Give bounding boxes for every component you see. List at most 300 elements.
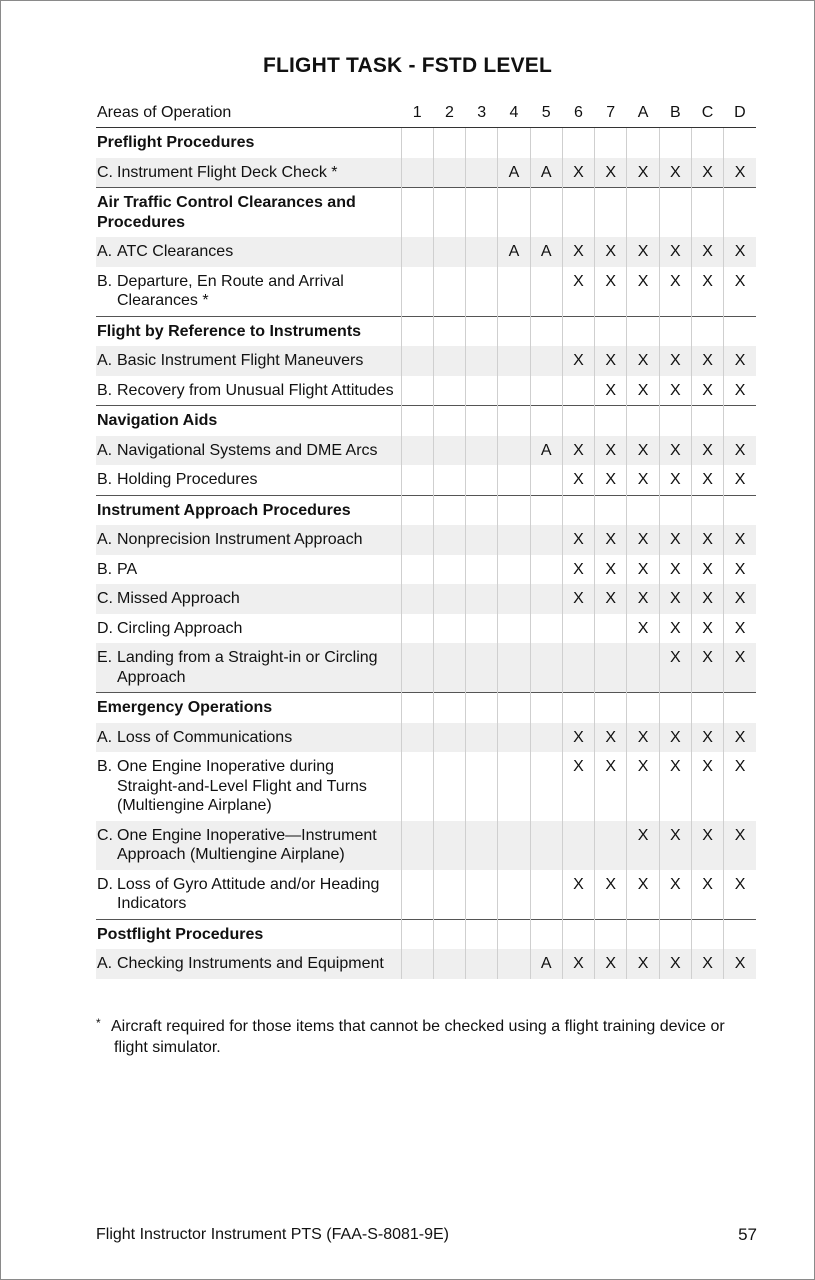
task-label (96, 821, 401, 870)
task-row (96, 870, 756, 920)
task-mark-cell: X (562, 436, 594, 466)
task-letter: B. (97, 381, 113, 399)
task-mark-cell: X (627, 237, 659, 267)
section-row (96, 188, 756, 238)
task-label (96, 949, 401, 979)
task-mark-cell (401, 723, 433, 753)
column-header: 1 (401, 98, 433, 128)
task-mark-cell: X (627, 752, 659, 821)
task-mark-cell: X (562, 267, 594, 317)
task-mark-cell (433, 821, 465, 870)
task-mark-cell: X (595, 949, 627, 979)
task-mark-cell: A (530, 436, 562, 466)
task-letter: A. (97, 243, 113, 260)
empty-cell (498, 495, 530, 525)
section-row (96, 406, 756, 436)
section-title: Flight by Reference to Instruments (96, 316, 401, 346)
empty-cell (498, 188, 530, 238)
empty-cell (595, 128, 627, 158)
task-mark-cell (401, 614, 433, 644)
task-mark-cell (433, 723, 465, 753)
empty-cell (466, 188, 498, 238)
empty-cell (466, 495, 498, 525)
task-mark-cell: X (724, 584, 756, 614)
task-mark-cell (466, 821, 498, 870)
task-mark-cell: X (659, 584, 691, 614)
task-mark-cell (498, 555, 530, 585)
task-mark-cell: X (659, 723, 691, 753)
empty-cell (627, 406, 659, 436)
task-mark-cell (433, 525, 465, 555)
task-mark-cell: X (691, 614, 723, 644)
task-mark-cell: X (595, 376, 627, 406)
footnote-text: Aircraft required for those items that cannot be checked using a flight training device or flight simulator. (111, 1018, 725, 1056)
task-mark-cell (433, 158, 465, 188)
task-name: One Engine Inoperative during Straight-and-Level Flight and Turns (Multiengine Airplane) (117, 758, 367, 814)
task-mark-cell (401, 870, 433, 920)
empty-cell (466, 406, 498, 436)
task-mark-cell (466, 555, 498, 585)
empty-cell (530, 406, 562, 436)
empty-cell (530, 188, 562, 238)
task-mark-cell: X (724, 821, 756, 870)
empty-cell (724, 919, 756, 949)
task-mark-cell (530, 376, 562, 406)
task-label (96, 376, 401, 406)
task-mark-cell (401, 643, 433, 693)
task-mark-cell: X (724, 555, 756, 585)
empty-cell (401, 406, 433, 436)
empty-cell (466, 693, 498, 723)
task-name: Holding Procedures (117, 471, 258, 488)
task-name: Checking Instruments and Equipment (117, 955, 384, 972)
task-mark-cell (530, 346, 562, 376)
task-mark-cell (401, 346, 433, 376)
task-mark-cell: X (659, 158, 691, 188)
task-mark-cell: X (627, 949, 659, 979)
empty-cell (691, 128, 723, 158)
task-mark-cell (530, 870, 562, 920)
task-mark-cell: X (724, 376, 756, 406)
empty-cell (595, 316, 627, 346)
task-mark-cell: X (562, 723, 594, 753)
task-mark-cell: X (595, 465, 627, 495)
task-mark-cell: X (691, 465, 723, 495)
task-name: Nonprecision Instrument Approach (117, 531, 363, 548)
column-header: 3 (466, 98, 498, 128)
task-mark-cell (498, 870, 530, 920)
task-mark-cell (530, 465, 562, 495)
empty-cell (659, 188, 691, 238)
task-letter: C. (97, 590, 113, 607)
task-mark-cell: X (724, 267, 756, 317)
section-title: Postflight Procedures (96, 919, 401, 949)
task-mark-cell (530, 614, 562, 644)
task-mark-cell (498, 346, 530, 376)
task-mark-cell: X (691, 237, 723, 267)
task-mark-cell: X (562, 555, 594, 585)
task-mark-cell: X (724, 465, 756, 495)
task-mark-cell: X (627, 584, 659, 614)
task-mark-cell: A (498, 237, 530, 267)
empty-cell (562, 919, 594, 949)
empty-cell (595, 919, 627, 949)
task-mark-cell: X (724, 870, 756, 920)
task-mark-cell (498, 436, 530, 466)
task-row (96, 949, 756, 979)
task-letter: B. (97, 471, 113, 488)
empty-cell (691, 495, 723, 525)
task-row (96, 821, 756, 870)
task-row (96, 237, 756, 267)
task-mark-cell: X (627, 525, 659, 555)
task-mark-cell: X (724, 158, 756, 188)
task-mark-cell (433, 752, 465, 821)
empty-cell (595, 495, 627, 525)
task-row (96, 723, 756, 753)
task-name: Landing from a Straight-in or Circling Approach (117, 649, 378, 686)
task-mark-cell (401, 752, 433, 821)
section-row (96, 693, 756, 723)
task-mark-cell: X (627, 870, 659, 920)
task-mark-cell: A (530, 949, 562, 979)
task-name: Missed Approach (117, 590, 240, 607)
task-mark-cell (466, 614, 498, 644)
table-header-row (96, 98, 756, 128)
task-mark-cell (401, 555, 433, 585)
empty-cell (724, 188, 756, 238)
task-row (96, 643, 756, 693)
task-mark-cell: X (691, 555, 723, 585)
task-mark-cell (401, 821, 433, 870)
task-mark-cell: X (562, 158, 594, 188)
task-mark-cell (530, 821, 562, 870)
task-mark-cell: X (659, 346, 691, 376)
column-header: 6 (562, 98, 594, 128)
task-mark-cell (466, 723, 498, 753)
empty-cell (691, 406, 723, 436)
task-mark-cell: X (724, 643, 756, 693)
task-mark-cell (562, 821, 594, 870)
empty-cell (659, 316, 691, 346)
task-mark-cell (401, 465, 433, 495)
task-mark-cell: X (627, 614, 659, 644)
task-mark-cell (498, 643, 530, 693)
task-mark-cell (562, 643, 594, 693)
task-row (96, 555, 756, 585)
empty-cell (659, 495, 691, 525)
task-letter: D. (97, 875, 113, 893)
task-mark-cell (401, 376, 433, 406)
task-mark-cell (595, 643, 627, 693)
task-mark-cell: X (595, 752, 627, 821)
task-mark-cell (401, 267, 433, 317)
task-mark-cell: X (724, 436, 756, 466)
task-label (96, 643, 401, 693)
section-row (96, 316, 756, 346)
empty-cell (724, 128, 756, 158)
task-mark-cell: X (562, 949, 594, 979)
empty-cell (659, 919, 691, 949)
empty-cell (530, 128, 562, 158)
task-mark-cell (530, 525, 562, 555)
task-mark-cell (466, 870, 498, 920)
empty-cell (498, 128, 530, 158)
task-mark-cell (433, 237, 465, 267)
empty-cell (724, 693, 756, 723)
task-mark-cell (433, 584, 465, 614)
task-mark-cell (627, 643, 659, 693)
task-mark-cell: A (530, 158, 562, 188)
task-mark-cell: X (691, 949, 723, 979)
column-header: 2 (433, 98, 465, 128)
task-mark-cell: X (659, 436, 691, 466)
task-mark-cell (466, 525, 498, 555)
empty-cell (562, 188, 594, 238)
empty-cell (562, 495, 594, 525)
empty-cell (627, 919, 659, 949)
column-header: D (724, 98, 756, 128)
task-letter: A. (97, 352, 113, 369)
task-letter: C. (97, 826, 113, 844)
task-mark-cell: X (659, 525, 691, 555)
task-label (96, 237, 401, 267)
task-mark-cell: X (627, 158, 659, 188)
task-mark-cell (595, 821, 627, 870)
section-title: Navigation Aids (96, 406, 401, 436)
task-mark-cell (595, 614, 627, 644)
empty-cell (530, 693, 562, 723)
empty-cell (691, 919, 723, 949)
task-mark-cell (433, 267, 465, 317)
task-letter: A. (97, 955, 113, 972)
task-mark-cell (466, 465, 498, 495)
task-label (96, 436, 401, 466)
task-mark-cell: X (691, 723, 723, 753)
task-mark-cell (401, 949, 433, 979)
task-mark-cell (466, 436, 498, 466)
column-header: C (691, 98, 723, 128)
task-mark-cell: X (691, 376, 723, 406)
task-mark-cell (498, 376, 530, 406)
task-mark-cell (466, 584, 498, 614)
task-mark-cell: A (530, 237, 562, 267)
task-mark-cell: X (691, 436, 723, 466)
empty-cell (627, 495, 659, 525)
column-header: 4 (498, 98, 530, 128)
task-mark-cell: X (691, 525, 723, 555)
task-mark-cell (401, 237, 433, 267)
task-letter: C. (97, 163, 113, 181)
task-name: One Engine Inoperative—Instrument Approach (Multiengine Airplane) (117, 826, 377, 863)
task-letter: A. (97, 728, 113, 746)
task-mark-cell (466, 752, 498, 821)
empty-cell (562, 406, 594, 436)
column-header: B (659, 98, 691, 128)
empty-cell (433, 406, 465, 436)
empty-cell (433, 693, 465, 723)
task-mark-cell: X (691, 752, 723, 821)
empty-cell (691, 316, 723, 346)
empty-cell (433, 128, 465, 158)
task-mark-cell (433, 643, 465, 693)
empty-cell (530, 919, 562, 949)
section-title: Preflight Procedures (97, 134, 255, 151)
task-mark-cell: X (595, 555, 627, 585)
flight-task-table (96, 98, 756, 979)
empty-cell (724, 406, 756, 436)
task-row (96, 376, 756, 406)
task-mark-cell: X (691, 584, 723, 614)
task-mark-cell: X (627, 346, 659, 376)
task-mark-cell: X (691, 158, 723, 188)
task-mark-cell (401, 584, 433, 614)
task-mark-cell (530, 267, 562, 317)
task-mark-cell (466, 267, 498, 317)
empty-cell (659, 406, 691, 436)
task-mark-cell: X (659, 555, 691, 585)
empty-cell (401, 693, 433, 723)
task-name: Loss of Communications (117, 728, 293, 746)
task-mark-cell (466, 643, 498, 693)
task-mark-cell: X (691, 346, 723, 376)
section-title: Emergency Operations (96, 693, 401, 723)
task-mark-cell (498, 465, 530, 495)
task-row (96, 346, 756, 376)
task-mark-cell: X (691, 821, 723, 870)
task-letter: B. (97, 272, 113, 290)
section-title: Instrument Approach Procedures (96, 495, 401, 525)
empty-cell (724, 316, 756, 346)
empty-cell (659, 128, 691, 158)
empty-cell (595, 406, 627, 436)
task-mark-cell (498, 723, 530, 753)
task-label (96, 465, 401, 495)
task-mark-cell: X (691, 870, 723, 920)
task-row (96, 465, 756, 495)
task-letter: E. (97, 649, 113, 666)
task-mark-cell: X (627, 723, 659, 753)
empty-cell (401, 128, 433, 158)
empty-cell (627, 128, 659, 158)
page-title: FLIGHT TASK - FSTD LEVEL (262, 54, 553, 77)
task-row (96, 158, 756, 188)
task-name: Departure, En Route and Arrival Clearances * (117, 272, 344, 309)
task-mark-cell (466, 158, 498, 188)
task-mark-cell (433, 376, 465, 406)
task-mark-cell: X (595, 870, 627, 920)
task-mark-cell: X (562, 346, 594, 376)
empty-cell (498, 406, 530, 436)
section-row (96, 128, 756, 158)
task-letter: B. (97, 560, 113, 578)
areas-of-operation-header: Areas of Operation (96, 98, 401, 128)
task-label (96, 555, 401, 585)
task-name: PA (117, 560, 138, 578)
task-mark-cell: X (627, 465, 659, 495)
empty-cell (498, 316, 530, 346)
empty-cell (401, 495, 433, 525)
task-mark-cell (562, 376, 594, 406)
task-row (96, 614, 756, 644)
task-mark-cell (530, 584, 562, 614)
task-mark-cell: X (562, 525, 594, 555)
task-mark-cell (530, 723, 562, 753)
task-mark-cell: X (627, 267, 659, 317)
task-name: Instrument Flight Deck Check * (117, 163, 338, 181)
task-mark-cell: X (659, 465, 691, 495)
column-header: 5 (530, 98, 562, 128)
task-mark-cell: X (659, 752, 691, 821)
empty-cell (466, 128, 498, 158)
task-mark-cell: X (724, 949, 756, 979)
empty-cell (724, 495, 756, 525)
task-mark-cell: X (627, 821, 659, 870)
task-mark-cell: X (595, 525, 627, 555)
empty-cell (627, 316, 659, 346)
task-letter: D. (97, 619, 113, 637)
task-row (96, 525, 756, 555)
task-mark-cell: X (724, 346, 756, 376)
task-mark-cell: X (659, 949, 691, 979)
task-mark-cell: X (562, 870, 594, 920)
empty-cell (562, 128, 594, 158)
task-letter: A. (97, 531, 113, 548)
page-number: 57 (738, 1225, 757, 1244)
task-label (96, 158, 401, 188)
task-mark-cell (466, 949, 498, 979)
empty-cell (433, 316, 465, 346)
empty-cell (530, 316, 562, 346)
empty-cell (691, 188, 723, 238)
empty-cell (691, 693, 723, 723)
task-letter: A. (97, 441, 113, 459)
task-mark-cell: X (691, 643, 723, 693)
task-mark-cell (498, 821, 530, 870)
task-name: Basic Instrument Flight Maneuvers (117, 352, 364, 369)
empty-cell (595, 188, 627, 238)
task-mark-cell (530, 643, 562, 693)
task-row (96, 752, 756, 821)
task-mark-cell (401, 158, 433, 188)
task-mark-cell: X (627, 376, 659, 406)
task-mark-cell: X (595, 436, 627, 466)
task-mark-cell: X (659, 821, 691, 870)
task-mark-cell: A (498, 158, 530, 188)
task-mark-cell (433, 614, 465, 644)
task-mark-cell (433, 436, 465, 466)
task-mark-cell (498, 949, 530, 979)
task-mark-cell (562, 614, 594, 644)
task-mark-cell: X (659, 267, 691, 317)
task-mark-cell: X (595, 346, 627, 376)
task-mark-cell: X (659, 870, 691, 920)
task-mark-cell: X (691, 267, 723, 317)
task-mark-cell: X (724, 614, 756, 644)
footnote-marker: * (96, 1016, 101, 1030)
task-row (96, 584, 756, 614)
section-title: Air Traffic Control Clearances and Procedures (96, 188, 401, 238)
empty-cell (562, 693, 594, 723)
task-mark-cell: X (595, 723, 627, 753)
task-mark-cell: X (562, 584, 594, 614)
footnote (96, 1016, 736, 1058)
task-mark-cell (466, 346, 498, 376)
task-mark-cell (498, 614, 530, 644)
column-header: 7 (595, 98, 627, 128)
task-mark-cell: X (659, 376, 691, 406)
task-mark-cell: X (595, 267, 627, 317)
